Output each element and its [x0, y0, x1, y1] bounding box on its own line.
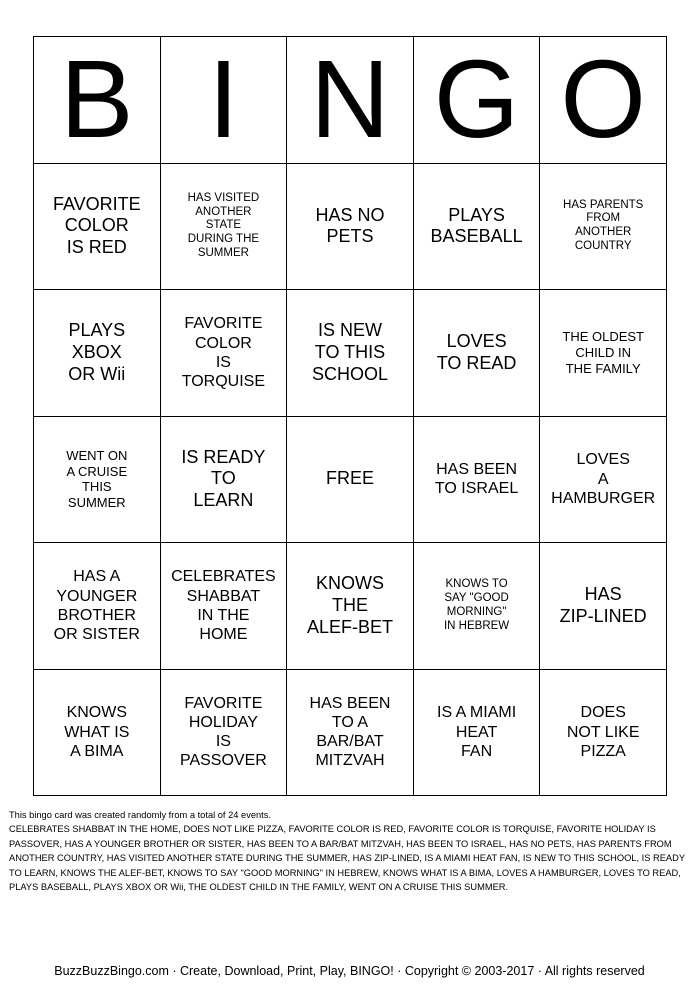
cell-text-line: TO ISRAEL	[434, 480, 519, 498]
header-row	[34, 37, 667, 164]
cell-text-line: OR Wii	[68, 363, 126, 384]
cell-text-line: IS RED	[66, 237, 127, 258]
cell-text-line: SUMMER	[197, 246, 249, 259]
cell-text-line: IS	[215, 733, 231, 751]
cell-text-line: FAVORITE	[52, 193, 141, 214]
bingo-cell	[540, 416, 667, 543]
bingo-row	[34, 163, 667, 290]
cell-text-line: A CRUISE	[66, 463, 128, 479]
cell-text-line: KNOWS	[315, 573, 384, 594]
cell-text-line: A	[597, 470, 609, 488]
cell-text-line: PETS	[326, 226, 374, 247]
cell-text-line: IS A MIAMI	[437, 704, 517, 722]
cell-text-line: LOVES	[446, 331, 507, 352]
cell-text-line: PASSOVER	[179, 752, 267, 770]
cell-text-line: BROTHER	[57, 606, 136, 624]
cell-text-line: LOVES	[576, 451, 630, 469]
cell-text-line: NOT LIKE	[566, 723, 640, 741]
cell-text-line: FAVORITE	[184, 315, 263, 333]
bingo-cell	[34, 290, 161, 417]
cell-text-line: HAS BEEN	[436, 461, 518, 479]
cell-text-line: HOLIDAY	[188, 714, 258, 732]
bingo-cell	[160, 543, 287, 670]
bingo-cell	[287, 290, 414, 417]
cell-text-line: HAS	[584, 584, 622, 605]
cell-text-line: HOME	[199, 625, 248, 643]
bingo-row	[34, 543, 667, 670]
cell-text-line: SUMMER	[67, 494, 126, 510]
cell-text-line: KNOWS TO	[445, 578, 508, 591]
cell-text-line: IN HEBREW	[443, 619, 510, 632]
bingo-cell	[160, 416, 287, 543]
cell-text-line: BASEBALL	[430, 226, 523, 247]
bingo-cell	[540, 163, 667, 290]
cell-text-line: DURING THE	[187, 233, 260, 246]
cell-text-line: MITZVAH	[315, 752, 385, 770]
header-letter: O	[540, 37, 667, 164]
cell-text-line: TO READ	[436, 352, 517, 373]
header-letter: G	[413, 37, 540, 164]
cell-text-line: YOUNGER	[56, 587, 138, 605]
cell-text-line: DOES	[580, 704, 626, 722]
cell-text-line: ANOTHER	[575, 226, 632, 239]
cell-text-line: PLAYS	[448, 204, 505, 225]
cell-text-line: FREE	[325, 468, 374, 489]
header-letter: N	[287, 37, 414, 164]
cell-text-line: COLOR	[194, 334, 252, 352]
page-footer: BuzzBuzzBingo.com · Create, Download, Print, Play, BINGO! · Copyright © 2003-2017 · All rights reserved	[54, 964, 645, 978]
free-cell	[287, 416, 414, 543]
cell-text-line: LEARN	[193, 490, 254, 511]
bingo-card	[33, 36, 667, 796]
bingo-cell	[34, 416, 161, 543]
cell-text-line: XBOX	[71, 341, 122, 362]
cell-text-line: THE OLDEST	[562, 329, 644, 345]
cell-text-line: FAVORITE	[184, 694, 263, 712]
bingo-cell	[287, 543, 414, 670]
bingo-cell	[413, 416, 540, 543]
header-letter: B	[34, 37, 161, 164]
cell-text-line: BAR/BAT	[316, 733, 384, 751]
bingo-cell	[540, 290, 667, 417]
cell-text-line: WHAT IS	[64, 723, 130, 741]
cell-text-line: TO A	[331, 714, 369, 732]
header-letter: I	[160, 37, 287, 164]
cell-text-line: MORNING"	[446, 605, 507, 618]
cell-text-line: PIZZA	[580, 742, 626, 760]
cell-text-line: FAN	[461, 742, 493, 760]
info-summary: This bingo card was created randomly from a total of 24 events.	[9, 810, 271, 820]
cell-text-line: SAY "GOOD	[444, 591, 509, 604]
cell-text-line: TO	[211, 468, 236, 489]
cell-text-line: THIS	[81, 479, 112, 495]
bingo-cell	[540, 669, 667, 796]
cell-text-line: IN THE	[197, 606, 250, 624]
bingo-row	[34, 290, 667, 417]
info-events: CELEBRATES SHABBAT IN THE HOME, DOES NOT LIKE PIZZA, FAVORITE COLOR IS RED, FAVORITE COLOR IS TORQUISE, FAVORITE HOLIDAY IS PASSOVER, HAS A YOUNGER BROTHER OR SISTER, HAS BEEN TO A BAR/BAT MITZVAH, HAS BEEN TO ISRAEL, HAS NO PETS, HAS PARENTS FROM ANOTHER COUNTRY, HAS VISITED ANOTHER STATE DURING THE SUMMER, HAS ZIP-LINED, IS A MIAMI HEAT FAN, IS NEW TO THIS SCHOOL, IS READY TO LEARN, KNOWS THE ALEF-BET, KNOWS TO SAY "GOOD MORNING" IN HEBREW, KNOWS WHAT IS A BIMA, LOVES A HAMBURGER, LOVES TO READ, PLAYS BASEBALL, PLAYS XBOX OR Wii, THE OLDEST CHILD IN THE FAMILY, WENT ON A CRUISE THIS SUMMER.	[9, 824, 685, 893]
cell-text-line: SHABBAT	[186, 587, 261, 605]
cell-text-line: COLOR	[64, 215, 129, 236]
cell-text-line: HAS NO	[315, 204, 385, 225]
cell-text-line: IS	[215, 353, 231, 371]
cell-text-line: FROM	[586, 212, 621, 225]
cell-text-line: PLAYS	[68, 320, 126, 341]
bingo-cell	[413, 669, 540, 796]
cell-text-line: WENT ON	[66, 448, 128, 464]
cell-text-line: IS READY	[181, 446, 266, 467]
cell-text-line: OR SISTER	[53, 625, 140, 643]
bingo-row	[34, 669, 667, 796]
cell-text-line: THE	[331, 594, 368, 615]
bingo-cell	[34, 543, 161, 670]
bingo-cell	[160, 290, 287, 417]
cell-text-line: THE FAMILY	[565, 360, 641, 376]
cell-text-line: KNOWS	[66, 704, 128, 722]
cell-text-line: HAS A	[73, 568, 121, 586]
cell-text-line: CELEBRATES	[171, 568, 276, 586]
cell-text-line: HAMBURGER	[551, 489, 656, 507]
bingo-cell	[413, 163, 540, 290]
bingo-row	[34, 416, 667, 543]
cell-text-line: COUNTRY	[574, 240, 632, 253]
cell-text-line: TORQUISE	[181, 372, 266, 390]
cell-text-line: HAS VISITED	[187, 191, 260, 204]
cell-text-line: CHILD IN	[575, 344, 631, 360]
cell-text-line: ALEF-BET	[306, 616, 393, 637]
bingo-cell	[34, 669, 161, 796]
bingo-cell	[413, 290, 540, 417]
bingo-cell	[160, 669, 287, 796]
cell-text-line: TO THIS	[314, 341, 386, 362]
card-info	[9, 808, 689, 894]
cell-text-line: SCHOOL	[311, 363, 388, 384]
bingo-cell	[160, 163, 287, 290]
cell-text-line: HAS PARENTS	[563, 198, 644, 211]
cell-text-line: IS NEW	[317, 320, 382, 341]
bingo-cell	[540, 543, 667, 670]
cell-text-line: ANOTHER	[195, 205, 252, 218]
bingo-cell	[34, 163, 161, 290]
bingo-cell	[413, 543, 540, 670]
cell-text-line: HEAT	[455, 723, 498, 741]
cell-text-line: HAS BEEN	[309, 694, 391, 712]
bingo-cell	[287, 669, 414, 796]
cell-text-line: STATE	[205, 219, 242, 232]
bingo-cell	[287, 163, 414, 290]
cell-text-line: ZIP-LINED	[559, 605, 647, 626]
cell-text-line: A BIMA	[70, 742, 124, 760]
